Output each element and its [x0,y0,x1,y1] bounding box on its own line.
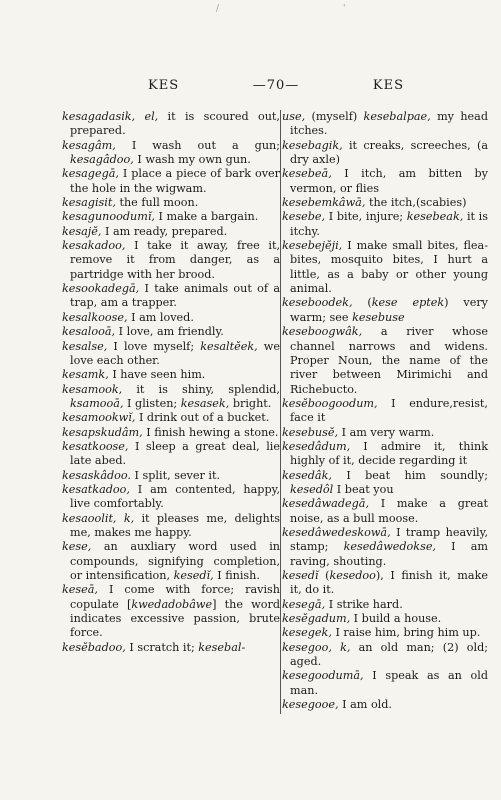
entry-headword: kesebusĕ, [282,425,339,439]
dictionary-entry [282,569,488,598]
running-header [148,78,404,93]
entry-headword: kesedâwedokse, [343,540,436,554]
column-divider [280,110,281,714]
entry-text: I make small bites, flea-bites, mosquito bites, I hurt a little, as a baby or other young animal. [290,239,488,296]
entry-text: I endure,resist, face it [290,396,488,425]
dictionary-entry [62,282,280,311]
entry-headword: kesookadegā, [62,282,140,296]
entry-headword: ksamooā, [70,396,124,410]
entry-headword: kesatkadoo, [62,482,130,496]
dictionary-entry [282,210,488,239]
entry-text: I raise him, bring him up. [331,626,481,640]
entry-headword: kesĕgadum, [282,612,351,626]
entry-text: a river whose channel narrows and widens. Proper Noun, the name of the river between Mirimichi and Richebucto. [290,325,488,396]
entry-text: I am very warm. [338,425,435,439]
entry-text: I finish hewing a stone. [142,425,279,439]
entry-headword: kesegoodumā, [282,669,364,683]
dictionary-entry [282,426,488,440]
entry-text: I scratch it; [125,640,199,654]
entry-text: (myself) [305,110,364,123]
dictionary-entry [62,196,280,210]
dictionary-entry [282,598,488,612]
entry-text: I tramp heavily, stamp; [290,525,488,554]
entry-text: I sleep a great deal, lie late abed. [70,439,280,468]
entry-text: ( [352,296,372,310]
entry-text: the itch,(scabies) [365,196,467,210]
entry-text: it is itchy. [290,210,488,238]
header-right-guide-word: KES [372,78,404,93]
entry-headword: kesebalpae, [363,110,431,123]
entry-headword: kesasek, [180,396,230,410]
entry-text: I place a piece of bark over the hole in the wigwam. [70,167,280,195]
entry-text: it pleases me, delights me, makes me happy. [70,511,280,539]
entry-headword: kesalooā, [62,325,116,339]
dictionary-entry [62,239,280,282]
entry-text: I glisten; [123,396,181,410]
entry-headword: kesegā, [282,597,326,611]
dictionary-entry [62,167,280,196]
entry-text: I make a bargain. [154,210,259,224]
dictionary-entry [62,483,280,512]
entry-headword: kesalkoose, [62,310,128,324]
dictionary-entry [282,626,488,640]
dictionary-entry [282,296,488,325]
dictionary-entry [62,340,280,369]
entry-headword: kesaoolit, k, [62,511,135,525]
entry-text: I make a great noise, as a bull moose. [290,497,488,525]
dictionary-entry [62,469,280,483]
entry-text: I am ready, prepared. [101,224,228,238]
entry-headword: keseā, [62,583,98,597]
entry-headword: use, [282,110,306,123]
left-column [62,110,280,655]
dictionary-entry [62,325,280,339]
entry-headword: kesaltĕek, [200,339,258,353]
entry-headword: kesapskudâm, [62,425,143,439]
dictionary-entry [62,210,280,224]
entry-text: I build a house. [350,612,442,626]
entry-headword: kesagâdoo, [70,153,134,167]
dictionary-entry [282,397,488,426]
entry-headword: kesebagik, [282,138,343,152]
entry-text: I take it away, free it, remove it from danger, as a partridge with her brood. [70,239,280,281]
entry-headword: kesatkoose, [62,439,129,453]
dictionary-entry [282,167,488,196]
entry-text: it is shiny, splendid, [122,382,280,396]
entry-text: ( [318,569,330,582]
entry-text: I love myself; [107,339,201,353]
dictionary-entry [282,325,488,397]
entry-text: I take animals out of a trap, am a trapper. [70,282,280,310]
dictionary-entry [282,196,488,210]
entry-headword: kesamk, [62,368,109,382]
entry-text: I am loved. [127,310,194,324]
dictionary-entry [62,426,280,440]
entry-headword: kesegek, [282,626,332,640]
entry-text: I am contented, happy, live comfortably. [70,482,280,511]
entry-text: I itch, am bitten by vermon, or flies [290,167,488,195]
entry-text: bright. [229,396,272,410]
entry-text: it creaks, screeches, (a dry axle) [290,138,488,167]
entry-headword: kesedĭ, [173,569,214,582]
entry-headword: kesedâdum, [282,439,351,453]
dictionary-entry [62,440,280,469]
entry-text: ), I finish it, make it, do it. [290,569,488,597]
entry-headword: kesamook, [62,382,123,396]
dictionary-entry [62,139,280,168]
entry-headword: kesedoo [329,569,376,582]
entry-text: I admire it, think highly of it, decide regarding it [290,439,488,468]
dictionary-entry [282,641,488,670]
page-mark-tick: ' [343,4,346,14]
entry-headword: kesĕboogoodum, [282,396,378,410]
dictionary-entry [282,669,488,698]
entry-headword: kesedâwedeskowā, [282,525,391,539]
entry-text: it is scoured out, prepared. [70,110,280,138]
dictionary-entry [62,110,280,139]
entry-text: I wash out a gun; [115,138,280,152]
page-number: —70— [252,78,300,93]
dictionary-entry [62,583,280,640]
entry-headword: kesedôl [290,482,334,496]
entry-text: I finish. [213,569,260,582]
entry-text: I love, am friendly. [115,325,224,339]
entry-text: an old man; (2) old; aged. [290,640,489,669]
dictionary-entry [282,440,488,469]
entry-text: I beat you [333,482,394,496]
page-mark-slash: / [216,4,220,14]
entry-text: I wash my own gun. [133,153,251,167]
entry-headword: kesebemkâwā, [282,196,366,210]
entry-headword: kesalse, [62,339,108,353]
dictionary-entry [282,469,488,498]
entry-headword: kesagegā, [62,167,119,181]
entry-text: I have seen him. [108,368,206,382]
entry-text: the full moon. [115,196,199,210]
entry-text: I come with force; ravish copulate [ [70,583,280,611]
entry-text: I am raving, shouting. [290,540,488,568]
dictionary-entry [62,512,280,541]
dictionary-entry [282,526,488,569]
entry-headword: kesagunoodumĭ, [62,210,155,224]
dictionary-entry [62,368,280,382]
entry-headword: kesedâk, [282,468,332,482]
entry-headword: kesagisit, [62,196,116,210]
entry-headword: kesebeā, [282,167,332,181]
entry-headword: kesegoo, k, [282,640,351,654]
entry-headword: keseboogwâk, [282,325,363,339]
entry-text: we love each other. [70,339,280,367]
entry-headword: kese, [62,540,92,554]
dictionary-entry [62,311,280,325]
entry-headword: kesegooe, [282,698,339,712]
dictionary-entry [282,698,488,712]
right-column [282,110,488,712]
entry-headword: kesaskâdoo. [62,468,131,482]
entry-headword: kesedâwadegā, [282,497,370,511]
entry-text: ] the word indicates excessive passion, brute force. [70,597,281,640]
entry-text: I split, sever it. [131,468,221,482]
entry-text: I strike hard. [325,597,403,611]
dictionary-entry [282,612,488,626]
entry-headword: kesebe, [282,210,326,224]
dictionary-entry [62,383,280,412]
entry-headword: kesebeak, [406,210,464,224]
entry-headword: keseboodek, [282,296,353,310]
dictionary-entry [62,225,280,239]
entry-text: I beat him soundly; [331,468,488,482]
entry-headword: kesebejĕji, [282,239,343,253]
entry-headword: kesĕbadoo, [62,640,126,654]
entry-headword: kesedĭ [282,569,319,582]
dictionary-entry [282,239,488,296]
entry-headword: kesebuse [352,310,405,324]
dictionary-entry [282,497,488,526]
dictionary-entry [282,139,488,168]
dictionary-entry [62,540,280,583]
header-left-guide-word: KES [148,78,180,93]
entry-headword: kesagadasik, el, [62,110,159,123]
entry-text: I bite, injure; [325,210,407,224]
entry-headword: kesajĕ, [62,224,102,238]
entry-headword: kese eptek [371,296,445,310]
entry-text: I drink out of a bucket. [135,411,270,425]
dictionary-entry [62,411,280,425]
entry-text: I am old. [338,698,392,712]
entry-text: ) very warm; see [290,296,488,324]
dictionary-entry [62,641,280,655]
entry-headword: kesagâm, [62,138,116,152]
entry-headword: kesebal- [198,640,246,654]
entry-text: I speak as an old man. [290,669,488,697]
entry-headword: kesakadoo, [62,239,126,253]
entry-text: my head itches. [290,110,488,138]
entry-text: an auxliary word used in compounds, signifying completion, or intensification, [70,540,280,582]
entry-headword: kesamookwĭ, [62,411,136,425]
dictionary-entry [282,110,488,139]
entry-headword: kwedadobâwe [131,597,213,611]
